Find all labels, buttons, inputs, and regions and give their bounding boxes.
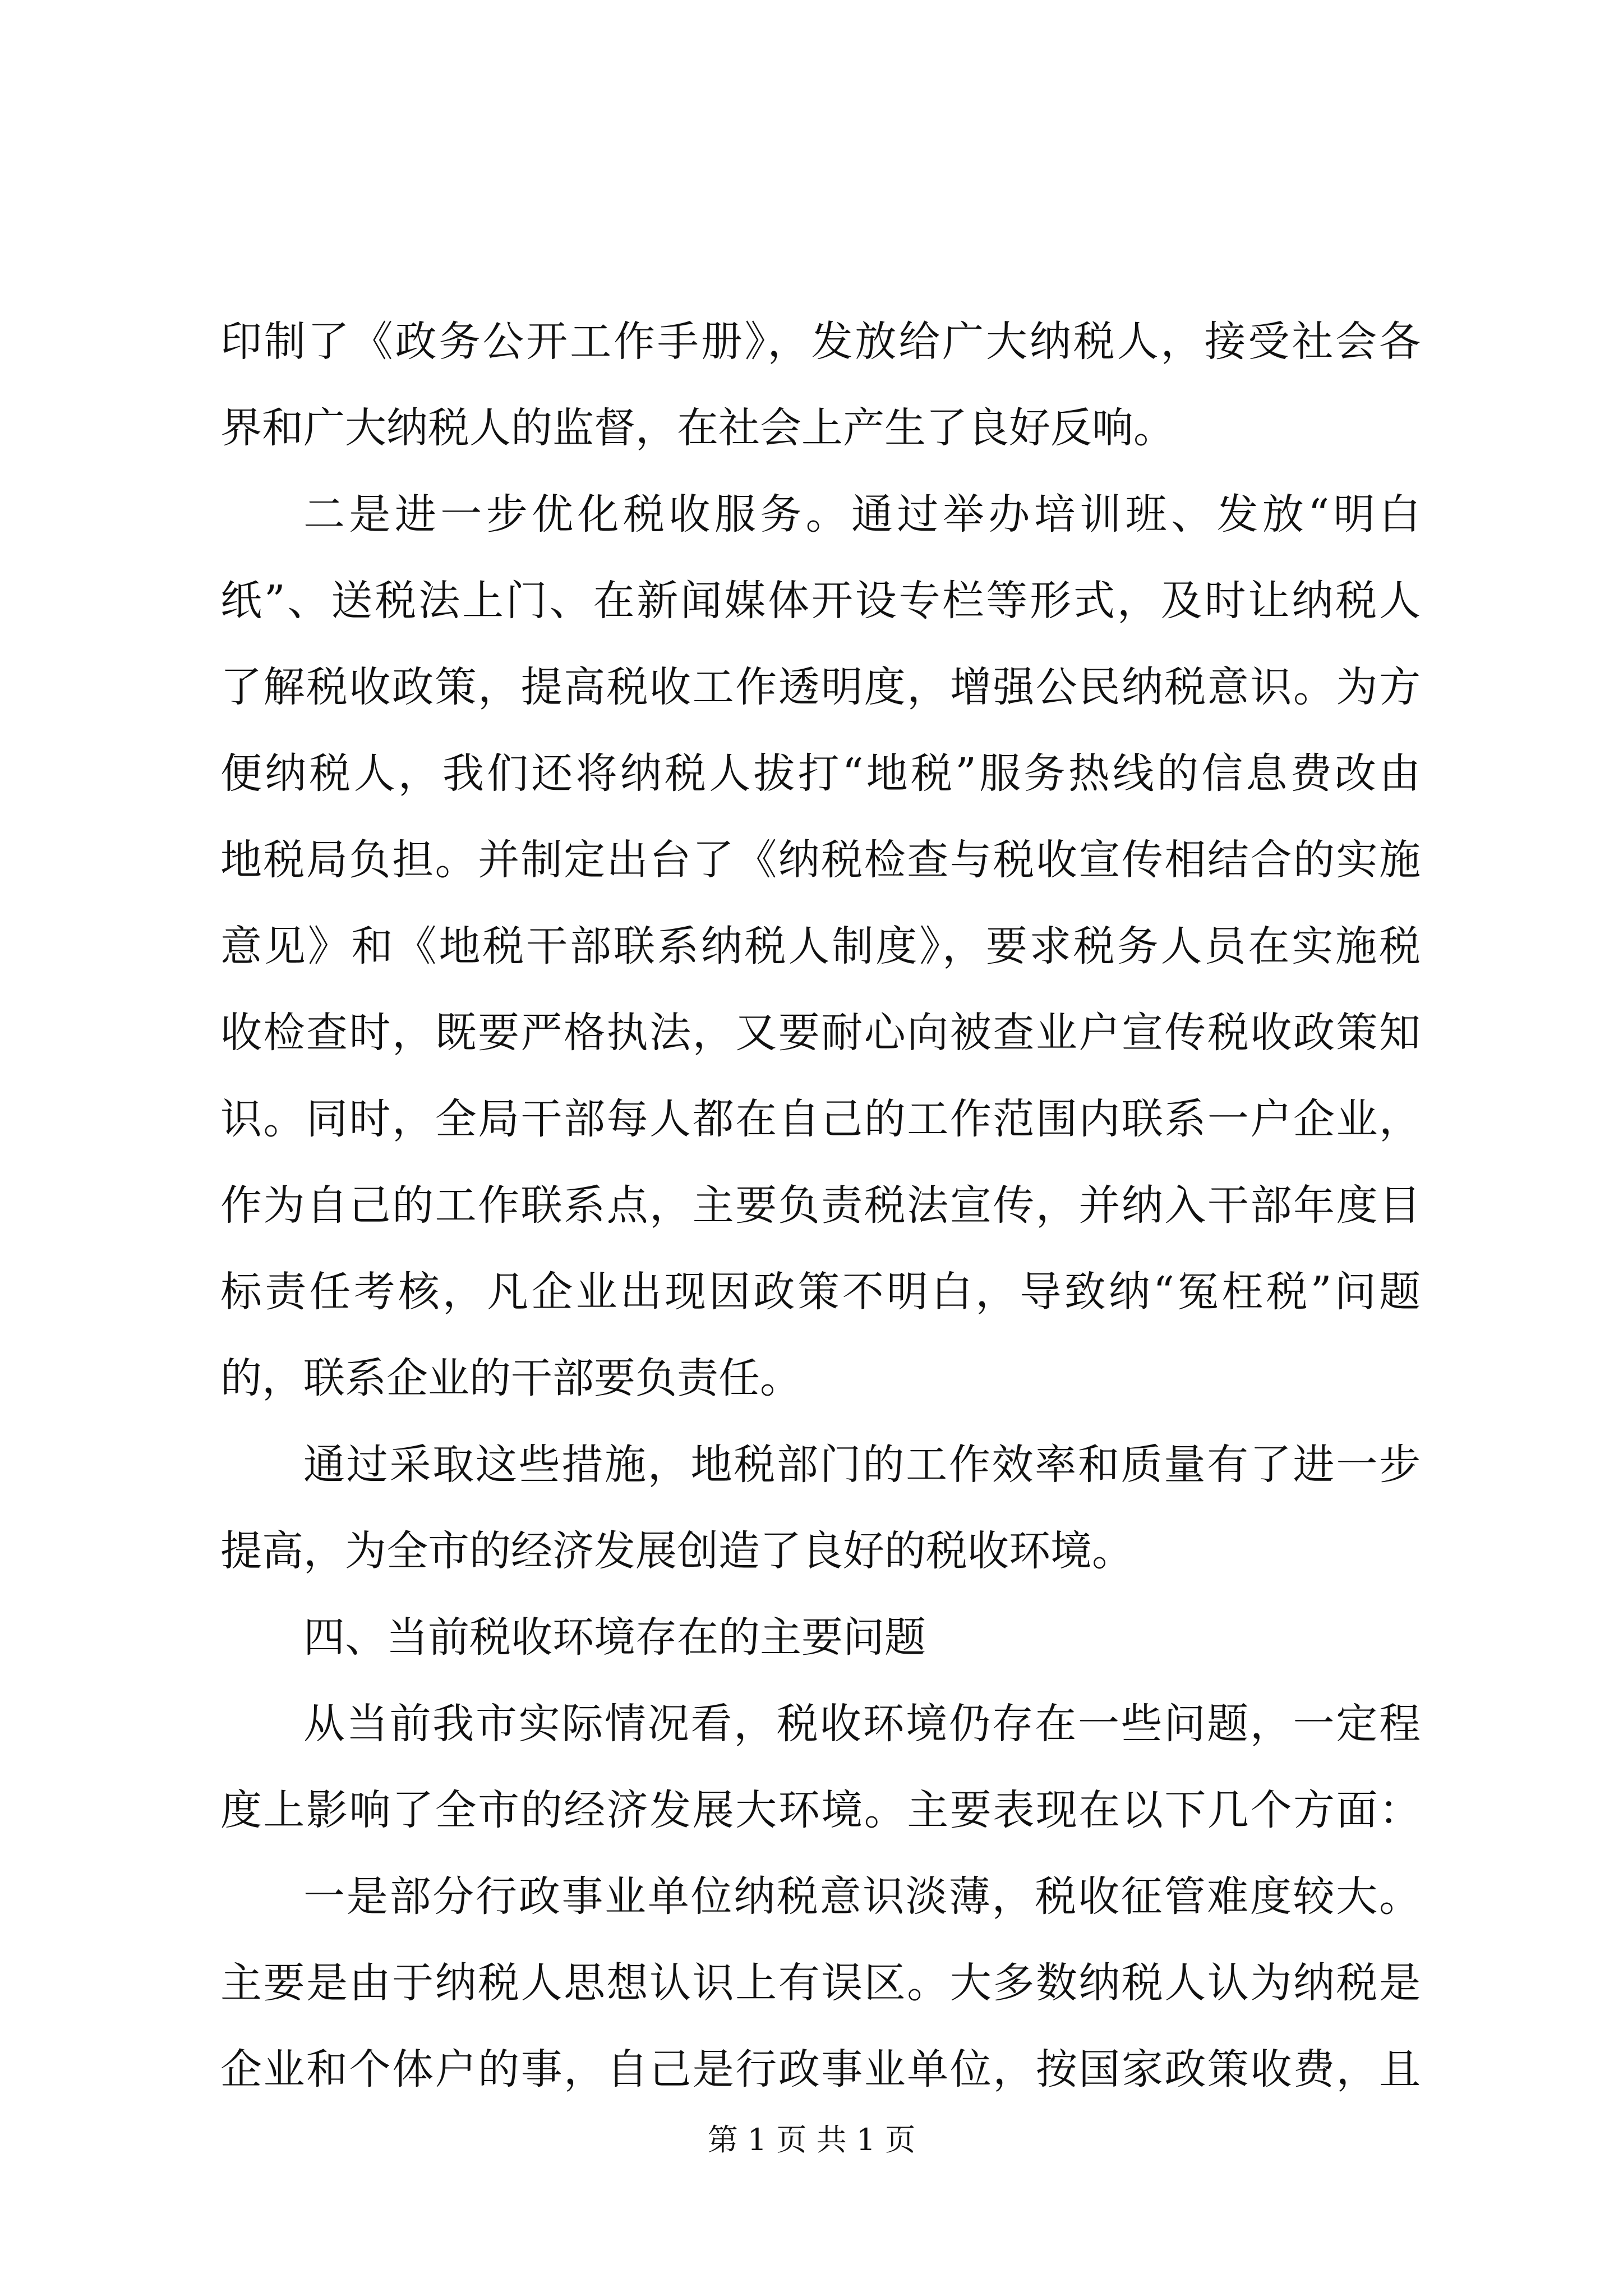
text-line: 作为自己的工作联系点，主要负责税法宣传，并纳入干部年度目: [220, 1181, 1421, 1230]
page-number-footer: 第 1 页 共 1 页: [707, 2122, 916, 2157]
text-line: 纸”、送税法上门、在新闻媒体开设专栏等形式，及时让纳税人: [220, 577, 1421, 625]
text-line: 便纳税人，我们还将纳税人拔打“地税”服务热线的信息费改由: [220, 749, 1421, 798]
text-line: 一是部分行政事业单位纳税意识淡薄，税收征管难度较大。: [303, 1872, 1421, 1921]
text-line: 企业和个体户的事，自己是行政事业单位，按国家政策收费，且: [220, 2045, 1421, 2093]
text-line: 通过采取这些措施，地税部门的工作效率和质量有了进一步: [303, 1441, 1421, 1489]
text-line: 标责任考核，凡企业出现因政策不明白，导致纳“冤枉税”问题: [220, 1268, 1421, 1316]
text-line: 界和广大纳税人的监督，在社会上产生了良好反响。: [220, 404, 1175, 452]
document-body: [220, 298, 1421, 2113]
text-line: 提高，为全市的经济发展创造了良好的税收环境。: [220, 1527, 1133, 1575]
text-line: 度上影响了全市的经济发展大环境。主要表现在以下几个方面：: [220, 1786, 1421, 1834]
text-line: 意见》和《地税干部联系纳税人制度》，要求税务人员在实施税: [220, 922, 1421, 970]
text-line: 收检查时，既要严格执法，又要耐心向被查业户宣传税收政策知: [220, 1009, 1421, 1057]
text-line: 二是进一步优化税收服务。通过举办培训班、发放“明白: [303, 490, 1421, 539]
text-line: 四、当前税收环境存在的主要问题: [303, 1613, 926, 1662]
text-line: 的，联系企业的干部要负责任。: [220, 1354, 801, 1402]
text-line: 主要是由于纳税人思想认识上有误区。大多数纳税人认为纳税是: [220, 1959, 1421, 2007]
text-line: 了解税收政策，提高税收工作透明度，增强公民纳税意识。为方: [220, 663, 1421, 711]
text-line: 地税局负担。并制定出台了《纳税检查与税收宣传相结合的实施: [220, 836, 1421, 884]
text-line: 识。同时，全局干部每人都在自己的工作范围内联系一户企业，: [220, 1095, 1421, 1143]
text-line: 从当前我市实际情况看，税收环境仍存在一些问题，一定程: [303, 1700, 1421, 1748]
text-line: 印制了《政务公开工作手册》，发放给广大纳税人，接受社会各: [220, 318, 1421, 366]
